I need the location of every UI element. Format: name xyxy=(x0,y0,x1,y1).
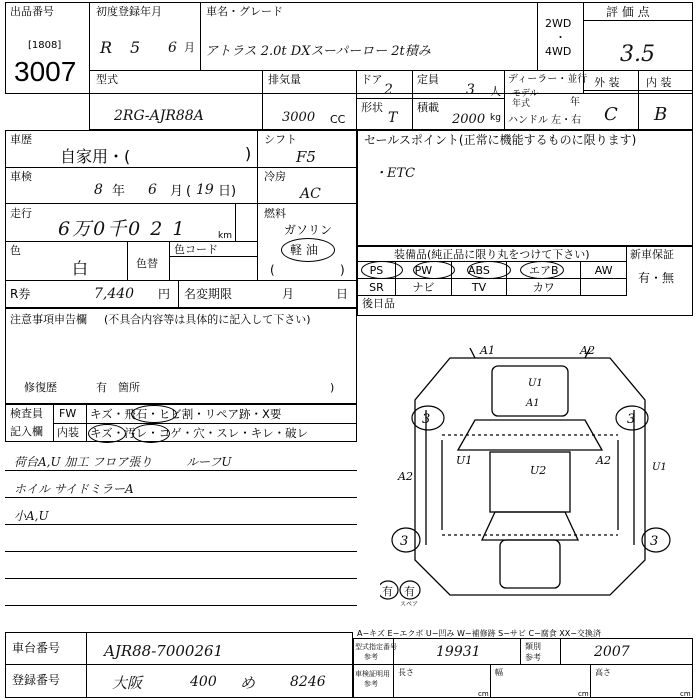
drive-dot: ・ xyxy=(555,31,566,44)
mark-top-left: A1 xyxy=(480,344,495,357)
category-label: 類別 xyxy=(525,642,541,651)
capacity-value: 3 xyxy=(466,82,475,98)
model-name-label: 車名・グレード xyxy=(206,5,283,18)
inspection-month: 6 xyxy=(148,182,157,198)
inspection-day: 19 xyxy=(196,182,214,198)
color-label: 色 xyxy=(10,244,21,257)
mark-center: U2 xyxy=(530,464,547,477)
spare-label: スペア xyxy=(400,601,419,608)
color-change-label: 色替 xyxy=(136,257,158,270)
chassis-value: AJR88-7000261 xyxy=(104,642,224,660)
repair-part: 箇所 xyxy=(118,381,140,394)
category-label2: 参考 xyxy=(525,653,541,662)
recycle-unit: 円 xyxy=(158,287,171,301)
doors-value: 2 xyxy=(384,82,393,98)
history-close: ) xyxy=(245,144,252,163)
inspector-label1: 検査員 xyxy=(10,407,43,420)
model-year-label2: 年式 xyxy=(512,99,531,109)
form-label: 形状 xyxy=(361,101,383,114)
spare2: 有 xyxy=(404,585,415,598)
equip-ps: PS xyxy=(358,262,396,279)
notes-title: 注意事項申告欄 xyxy=(10,313,87,326)
tire-fr-label: 3 xyxy=(627,412,636,427)
lot-small: [1808] xyxy=(28,40,62,51)
model-year-label1: モデル xyxy=(512,89,539,99)
ps-circle xyxy=(361,261,403,279)
ac-value: AC xyxy=(300,186,321,202)
form-value: T xyxy=(388,110,398,126)
plate-class: 400 xyxy=(190,674,217,690)
equip-abs: ABS xyxy=(451,262,506,279)
rear-label: 後日品 xyxy=(362,297,395,310)
equipment-label: 装備品(純正品に限り丸をつけて下さい) xyxy=(394,248,590,261)
inspection-month-unit: 月 xyxy=(170,184,184,199)
recycle-label: R券 xyxy=(10,287,31,301)
exterior-label: 外 装 xyxy=(594,76,620,89)
category-value: 2007 xyxy=(594,644,630,660)
cert-doc-label2: 参考 xyxy=(364,680,378,688)
model-code-value: 2RG-AJR88A xyxy=(114,108,204,124)
inspection-year-unit: 年 xyxy=(112,184,126,199)
equip-navi: ナビ xyxy=(395,279,451,296)
model-year-unit: 年 xyxy=(570,97,580,108)
equip-tv: TV xyxy=(451,279,506,296)
mark-roof2: A1 xyxy=(526,398,540,409)
selling-value: ・ETC xyxy=(374,166,416,181)
mark-roof1: U1 xyxy=(528,378,543,389)
shift-label: シフト xyxy=(264,133,297,146)
shift-value: F5 xyxy=(296,148,316,166)
capacity-unit: 人 xyxy=(490,85,501,98)
plate-region: 大阪 xyxy=(112,674,143,692)
fuel-paren-close: ) xyxy=(340,263,345,277)
selling-block xyxy=(357,130,693,246)
recycle-value: 7,440 xyxy=(94,286,135,302)
mark-left-side: A2 xyxy=(398,470,413,483)
airbag-circle xyxy=(520,261,564,279)
tire-rr-label: 3 xyxy=(650,534,659,549)
color-code-label: 色コード xyxy=(174,243,218,256)
capacity-label: 定員 xyxy=(417,73,439,86)
exterior-value: C xyxy=(604,104,618,125)
equip-leather: カワ xyxy=(507,279,581,296)
plate-label: 登録番号 xyxy=(12,673,61,687)
new-car-label: 新車保証 xyxy=(630,248,674,261)
tire-rl-label: 3 xyxy=(400,534,409,549)
name-change-label: 名変期限 xyxy=(184,287,233,301)
new-car-value: 有・無 xyxy=(638,271,675,285)
int-label: 内装 xyxy=(57,426,79,439)
fuel-paren-open: ( xyxy=(270,263,275,277)
model-name-value: アトラス 2.0t DXスーパーロー 2t積み xyxy=(205,44,431,59)
ac-label: 冷房 xyxy=(264,170,286,183)
first-reg-label: 初度登録年月 xyxy=(96,5,162,18)
inspection-year: 8 xyxy=(94,182,103,198)
height-label: 高さ xyxy=(595,668,611,677)
remarks-line1: 荷台A,U 加工 フロア張り xyxy=(14,455,153,469)
abs-circle xyxy=(467,261,511,279)
first-reg-month-unit: 月 xyxy=(184,41,195,54)
fuel-diesel-circle xyxy=(281,238,335,262)
fuel-gasoline: ガソリン xyxy=(284,223,333,237)
grade-label: 評 価 点 xyxy=(606,5,650,19)
load-label: 積載 xyxy=(417,101,439,114)
equip-aw: AW xyxy=(581,262,627,279)
load-value: 2000 xyxy=(452,112,486,127)
chassis-label: 車台番号 xyxy=(12,641,61,655)
doors-label: ドア xyxy=(361,73,383,86)
grade-value: 3.5 xyxy=(620,42,655,67)
plate-number: 8246 xyxy=(290,674,326,690)
pw-circle xyxy=(413,261,455,279)
mark-top-right: A2 xyxy=(580,344,595,357)
lot-number: 3007 xyxy=(14,56,77,87)
cert-value: 19931 xyxy=(436,644,481,660)
mark-right-u: U1 xyxy=(652,462,667,473)
repair-label: 修復歴 xyxy=(24,381,57,394)
length-unit: cm xyxy=(478,690,489,698)
name-change-day: 日 xyxy=(336,287,349,301)
inspector-label2: 記入欄 xyxy=(10,425,43,438)
car-diagram xyxy=(380,340,680,610)
history-value: 自家用・( xyxy=(60,147,131,166)
fw-stone-circle xyxy=(131,405,177,423)
mark-left-panel: U1 xyxy=(456,454,473,467)
inspection-day-open: ( xyxy=(186,184,192,199)
first-reg-era: R xyxy=(100,38,113,57)
drive-4wd: 4WD xyxy=(545,45,572,58)
fuel-label: 燃料 xyxy=(264,207,286,220)
first-reg-year: 5 xyxy=(130,38,141,57)
int-scratch-circle xyxy=(88,424,126,443)
fw-label: FW xyxy=(59,407,77,420)
model-code-label: 型式 xyxy=(96,73,118,86)
equip-sr: SR xyxy=(358,279,396,296)
displacement-value: 3000 xyxy=(282,110,316,125)
fuel-diesel: 軽 油 xyxy=(290,243,318,257)
int-items: キズ・汚レ・コゲ・穴・スレ・キレ・破レ xyxy=(90,426,309,440)
equip-empty xyxy=(581,279,627,296)
inspection-label: 車検 xyxy=(10,170,32,183)
plate-kana: め xyxy=(240,674,256,692)
lot-label: 出品番号 xyxy=(10,5,54,18)
width-unit: cm xyxy=(578,690,589,698)
mark-right-panel: A2 xyxy=(596,454,611,467)
mileage-value: 6万0千0 2 1 xyxy=(58,218,187,240)
inspection-day-close: 日) xyxy=(218,184,237,199)
interior-label: 内 装 xyxy=(646,76,672,89)
interior-value: B xyxy=(654,104,668,125)
remarks-line2: ホイル サイドミラーA xyxy=(14,482,134,496)
width-label: 幅 xyxy=(495,668,503,677)
color-value: 白 xyxy=(72,259,89,278)
spare1: 有 xyxy=(382,585,393,598)
cert-doc-label1: 車検証明用 xyxy=(355,670,390,678)
equip-pw: PW xyxy=(395,262,451,279)
notes-subtitle: (不具合内容等は具体的に記入して下さい) xyxy=(104,313,311,326)
displacement-label: 排気量 xyxy=(268,73,301,86)
height-unit: cm xyxy=(680,690,691,698)
selling-label: セールスポイント(正常に機能するものに限ります) xyxy=(364,133,637,147)
fw-items: キズ・飛石・ヒビ割・リペア跡・X要 xyxy=(90,407,282,421)
mileage-label: 走行 xyxy=(10,207,32,220)
tire-fl-label: 3 xyxy=(422,412,431,427)
handle-label: ハンドル 左・右 xyxy=(508,115,582,126)
displacement-unit: CC xyxy=(330,113,346,126)
drive-2wd: 2WD xyxy=(545,17,572,30)
history-label: 車歴 xyxy=(10,133,32,146)
cert-label1: 型式指定番号 xyxy=(355,643,397,651)
remarks-line1b: ルーフU xyxy=(186,455,232,469)
mileage-unit: km xyxy=(218,231,232,241)
repair-close: ) xyxy=(330,381,335,394)
legend: A−キズ E−エクボ U−凹み W−補修跡 S−サビ C−腐食 XX−交換済 xyxy=(357,629,601,638)
name-change-month: 月 xyxy=(282,287,295,301)
remarks-line3: 小A,U xyxy=(14,509,49,523)
repair-value: 有 xyxy=(96,381,107,394)
length-label: 長さ xyxy=(398,668,414,677)
int-dirt-circle xyxy=(132,424,170,443)
equip-airbag: エアB xyxy=(507,262,581,279)
first-reg-month: 6 xyxy=(168,40,177,56)
cert-label2: 参考 xyxy=(364,653,378,661)
dealer-label: ディーラー・並行 xyxy=(508,74,588,85)
load-unit: kg xyxy=(490,113,501,123)
